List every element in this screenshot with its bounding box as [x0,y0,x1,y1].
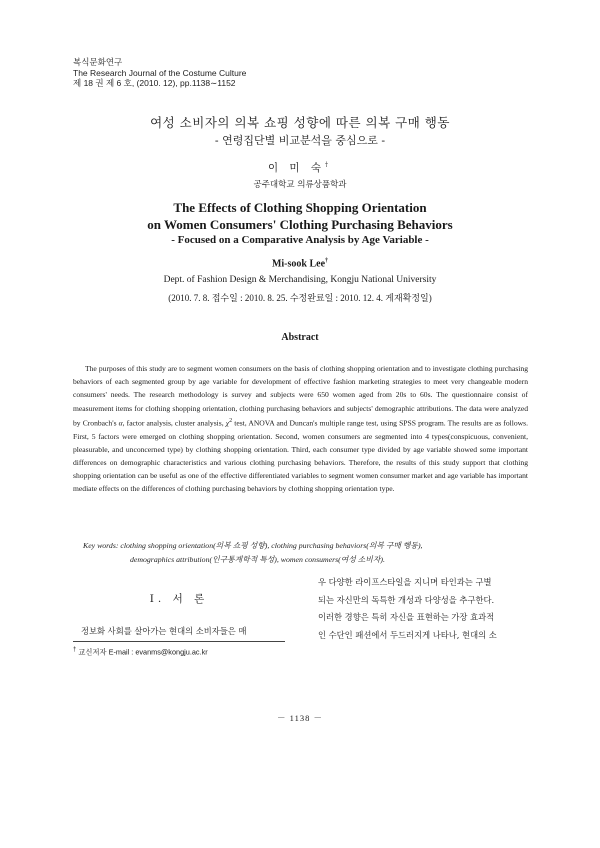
cronbach-alpha-symbol: α [118,418,123,428]
left-column [73,585,285,640]
abstract-text-part-2: , factor analysis, cluster analysis, [122,418,224,428]
chi-square-symbol: χ [225,418,230,428]
journal-korean-name: 복식문화연구 [73,57,123,67]
abstract-text-part-1: The purposes of this study are to segment women consumers on the basis of clothing shopping orientation and to investigate clothing purchasing behaviors of each segmented group by age variable for development of effective fashion marketing strategies to meet very changeable modern consumers' needs. The research methodology is survey and subjects were 650 women aged from 20s to 60s. The questionnaire consist of measurement items for clothing shopping orientation, clothing purchasing behaviors and subjects' demographic attributions. The data were analyzed by Cronbach's [73,364,528,428]
english-title-line-2: on Women Consumers' Clothing Purchasing Behaviors [147,217,453,232]
footnote-text: 교신저자 E-mail : evanms@kongju.ac.kr [78,647,208,657]
korean-author-mark: † [325,161,333,169]
english-title-line-1: The Effects of Clothing Shopping Orientation [173,200,427,215]
submission-dates: (2010. 7. 8. 접수일 : 2010. 8. 25. 수정완료일 : 2010. 12. 4. 게재확정일) [168,293,432,303]
korean-author-name: 이 미 숙 [267,162,326,174]
korean-title: 여성 소비자의 의복 쇼핑 성향에 따른 의복 구매 행동 [150,115,450,130]
chi-square-exponent: 2 [229,417,233,424]
left-column-body: 정보화 사회를 살아가는 현대의 소비자들은 매 [81,626,247,636]
english-author [0,258,600,269]
page-number: － 1138 － [277,713,323,723]
footnote [73,647,208,657]
english-subtitle: - Focused on a Comparative Analysis by Age Variable - [171,234,429,246]
korean-author [0,160,600,175]
abstract-heading: Abstract [281,332,319,343]
right-column-line: 인 수단인 패션에서 두드러지게 나타나, 현대의 소 [318,629,497,640]
keywords [83,539,523,567]
section-heading-introduction: Ⅰ. 서 론 [149,593,209,605]
right-column-line: 이러한 경향은 특히 자신을 표현하는 가장 효과적 [318,612,495,622]
korean-affiliation: 공주대학교 의류상품학과 [253,180,347,190]
korean-subtitle: - 연령집단별 비교분석을 중심으로 - [214,134,386,147]
english-affiliation: Dept. of Fashion Design & Merchandising, Kongju National University [163,275,437,285]
abstract-text-part-3: test, ANOVA and Duncan's multiple range test, using SPSS program. The results are as follows. First, 5 factors were emerged on clothing shopping orientation. Second, women consumers are segmented into 4 types(conspicuous, convenient, pleasurable, and unconcerned type) by clothing shopping orientation. Third, each consumer type divided by age variable showed some important differences on demographic characteristics and various clothing purchasing behaviors. Therefore, the results of this study support that clothing shopping orientation can be useful as one of the effective differentiated variables to segment women consumer market and age variable has important mediate effects on the differences of clothing purchasing behaviors by clothing shopping orientation type. [73,418,528,494]
right-column-line: 우 다양한 라이프스타일을 지니며 타인과는 구별 [318,577,492,587]
journal-header [73,57,246,89]
right-column [318,574,528,644]
keywords-line-1: Key words: clothing shopping orientation(의복 쇼핑 성향), clothing purchasing behaviors(의복 구매 행동), [83,541,423,550]
footnote-divider [73,641,285,642]
journal-volume-info: 제 18 권 제 6 호, (2010. 12), pp.1138∼1152 [73,78,236,88]
keywords-line-2: demographics attribution(인구통계학적 특성), women consumers(여성 소비자). [130,555,385,564]
english-author-mark: † [325,258,329,264]
right-column-line: 되는 자신만의 독특한 개성과 다양성을 추구한다. [318,594,495,605]
english-author-name: Mi-sook Lee [271,258,326,270]
footnote-mark: † [73,647,77,653]
journal-english-name: The Research Journal of the Costume Culture [73,67,247,78]
abstract-body [73,362,528,496]
